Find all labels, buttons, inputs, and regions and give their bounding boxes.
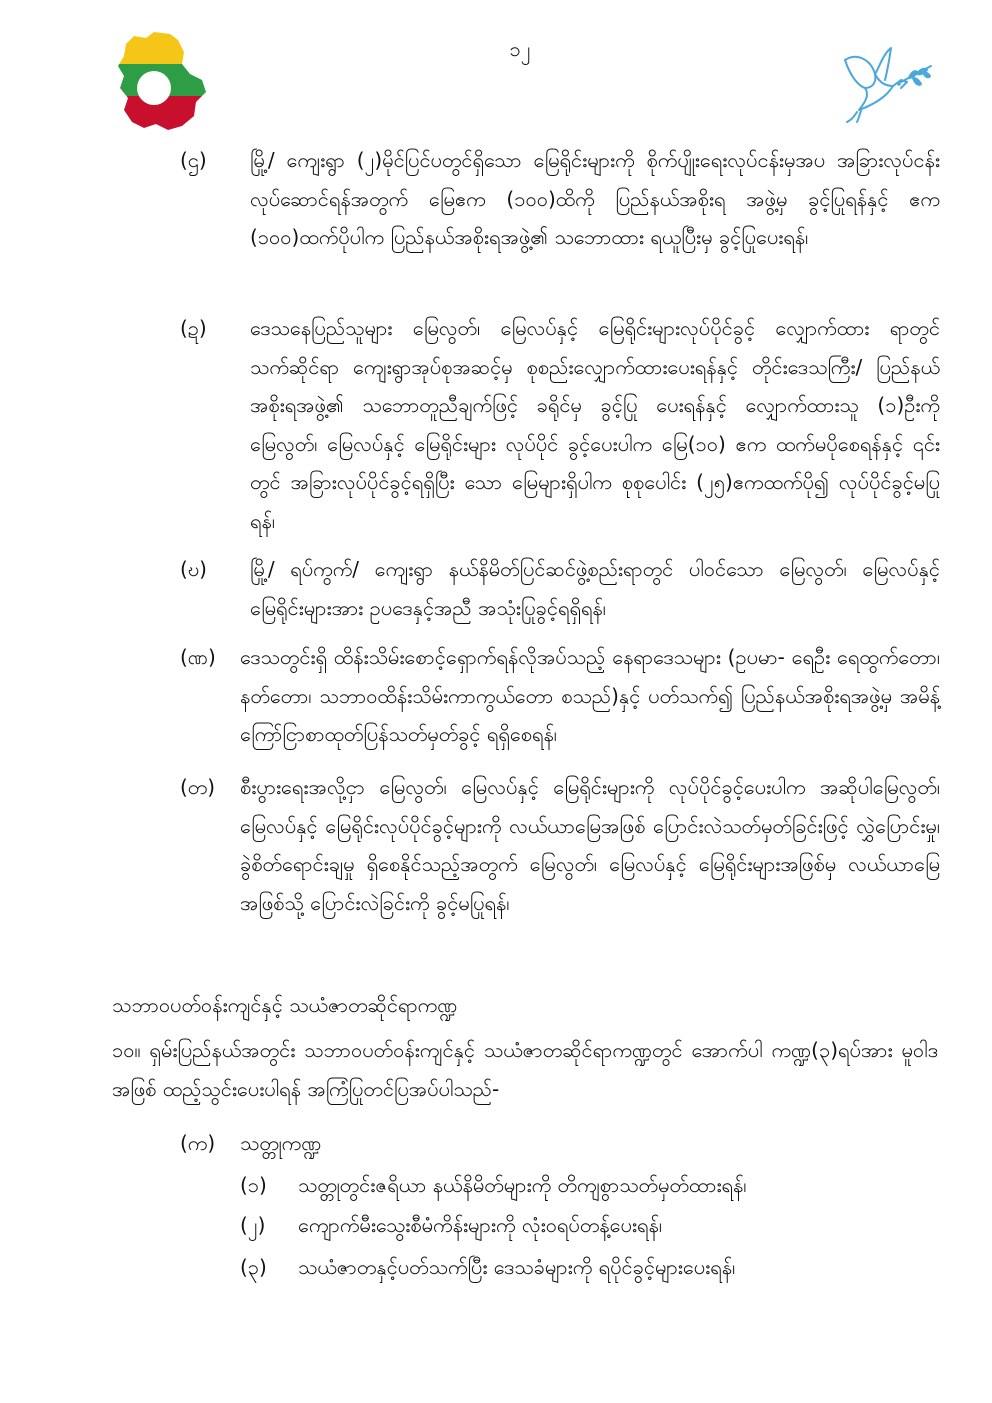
sub-item-text: ကျောက်မီးသွေးစီမံကိန်းများကို လုံးဝရပ်တန့်ပေးရန်၊	[298, 1213, 662, 1237]
item-text: ဒေသတွင်းရှိ ထိန်းသိမ်းစောင့်ရှောက်ရန်လိုအပ်သည့် နေရာဒေသများ (ဥပမာ- ရေဦး ရေထွက်တော၊ နတ်တော၊ သဘာဝထိန်းသိမ်းကာကွယ်တော စသည်)နှင့် ပတ်သက်၍ ပြည်နယ်အစိုးရအဖွဲ့မှ အမိန့်ကြော်ငြာစာထုတ်ပြန်သတ်မှတ်ခွင့် ရရှိစေရန်၊	[240, 645, 940, 746]
sub-list-item	[240, 1168, 747, 1202]
sub-section-title: သတ္တုကဏ္ဍ	[240, 1131, 322, 1155]
section-heading: သဘာဝပတ်ဝန်းကျင်နှင့် သယံဇာတဆိုင်ရာကဏ္ဍ	[112, 993, 458, 1017]
item-text: မြို့/ ကျေးရွာ (၂)မိုင်ပြင်ပတွင်ရှိသော မြေရိုင်းများကို စိုက်ပျိုးရေးလုပ်ငန်းမှအပ အခြားလုပ်ငန်း လုပ်ဆောင်ရန်အတွက် မြေဧက (၁၀၀)ထိကို ပြည်နယ်အစိုးရ အဖွဲ့မှ ခွင့်ပြုရန်နှင့် ဧက (၁၀၀)ထက်ပိုပါက ပြည်နယ်အစိုးရအဖွဲ့၏ သဘောထား ရယူပြီးမှ ခွင့်ပြုပေးရန်၊	[250, 148, 940, 249]
item-marker: (ဌ)	[180, 148, 207, 172]
list-item	[180, 550, 940, 630]
item-marker: (တ)	[180, 775, 216, 799]
item-marker: (ဎ)	[180, 557, 207, 581]
sub-list-item	[240, 1250, 735, 1284]
page-number: ၁၂	[509, 37, 531, 61]
sub-item-marker: (၁)	[240, 1173, 267, 1197]
section-paragraph: ၁၀။ ရှမ်းပြည်နယ်အတွင်း သဘာဝပတ်ဝန်းကျင်နှင့် သယံဇာတဆိုင်ရာကဏ္ဍတွင် အောက်ပါ ကဏ္ဍ(၃)ရပ်အား မူဝါဒအဖြစ် ထည့်သွင်းပေးပါရန် အကြံပြုတင်ပြအပ်ပါသည်-	[112, 1038, 938, 1101]
item-marker: (ဏ)	[180, 645, 216, 669]
sub-item-marker: (၃)	[240, 1255, 267, 1279]
list-item	[180, 141, 940, 301]
sub-item-text: သတ္တုတွင်းဇရိယာ နယ်နိမိတ်များကို တိကျစွာသတ်မှတ်ထားရန်၊	[298, 1173, 747, 1197]
item-text: မြို့/ ရပ်ကွက်/ ကျေးရွာ နယ်နိမိတ်ပြင်ဆင်ဖွဲ့စည်းရာတွင် ပါဝင်သော မြေလွတ်၊ မြေလပ်နှင့် မြေရိုင်းများအား ဥပဒေနှင့်အညီ အသုံးပြုခွင့်ရရှိရန်၊	[250, 557, 940, 620]
peace-dove-icon	[835, 38, 935, 124]
list-item	[180, 768, 940, 968]
sub-list-item	[240, 1208, 662, 1242]
sub-item-marker: (၂)	[240, 1213, 266, 1237]
list-item	[180, 638, 940, 758]
list-item	[180, 309, 940, 545]
item-marker: (ဍ)	[180, 316, 207, 340]
item-text: စီးပွားရေးအလို့ငှာ မြေလွတ်၊ မြေလပ်နှင့် မြေရိုင်းများကို လုပ်ပိုင်ခွင့်ပေးပါက အဆိုပါမြေလွတ်၊ မြေလပ်နှင့် မြေရိုင်းလုပ်ပိုင်ခွင့်များကို လယ်ယာမြေအဖြစ် ပြောင်းလဲသတ်မှတ်ခြင်းဖြင့် လွှဲပြောင်းမှု၊ ခွဲစိတ်ရောင်းချမှု ရှိစေနိုင်သည့်အတွက် မြေလွတ်၊ မြေလပ်နှင့် မြေရိုင်းများအဖြစ်မှ လယ်ယာမြေအဖြစ်သို့ ပြောင်းလဲခြင်းကို ခွင့်မပြုရန်၊	[240, 775, 940, 915]
sub-section-marker: (က)	[180, 1131, 216, 1155]
sub-item-text: သယံဇာတနှင့်ပတ်သက်ပြီး ဒေသခံများကို ရပိုင်ခွင့်များပေးရန်၊	[298, 1255, 736, 1279]
shan-state-flag-map-logo	[112, 30, 212, 132]
item-text: ဒေသနေပြည်သူများ မြေလွတ်၊ မြေလပ်နှင့် မြေရိုင်းများလုပ်ပိုင်ခွင့် လျှောက်ထား ရာတွင် သက်ဆိုင်ရာ ကျေးရွာအုပ်စုအဆင့်မှ စုစည်းလျှောက်ထားပေးရန်နှင့် တိုင်းဒေသကြီး/ ပြည်နယ်အစိုးရအဖွဲ့၏ သဘောတူညီချက်ဖြင့် ခရိုင်မှ ခွင့်ပြု ပေးရန်နှင့် လျှောက်ထားသူ (၁)ဦးကို မြေလွတ်၊ မြေလပ်နှင့် မြေရိုင်းများ လုပ်ပိုင် ခွင့်ပေးပါက မြေ(၁၀) ဧက ထက်မပိုစေရန်နှင့် ၎င်းတွင် အခြားလုပ်ပိုင်ခွင့်ရရှိပြီး သော မြေများရှိပါက စုစုပေါင်း (၂၅)ဧကထက်ပို၍ လုပ်ပိုင်ခွင့်မပြုရန်၊	[250, 316, 940, 533]
sub-section-heading	[180, 1126, 321, 1160]
